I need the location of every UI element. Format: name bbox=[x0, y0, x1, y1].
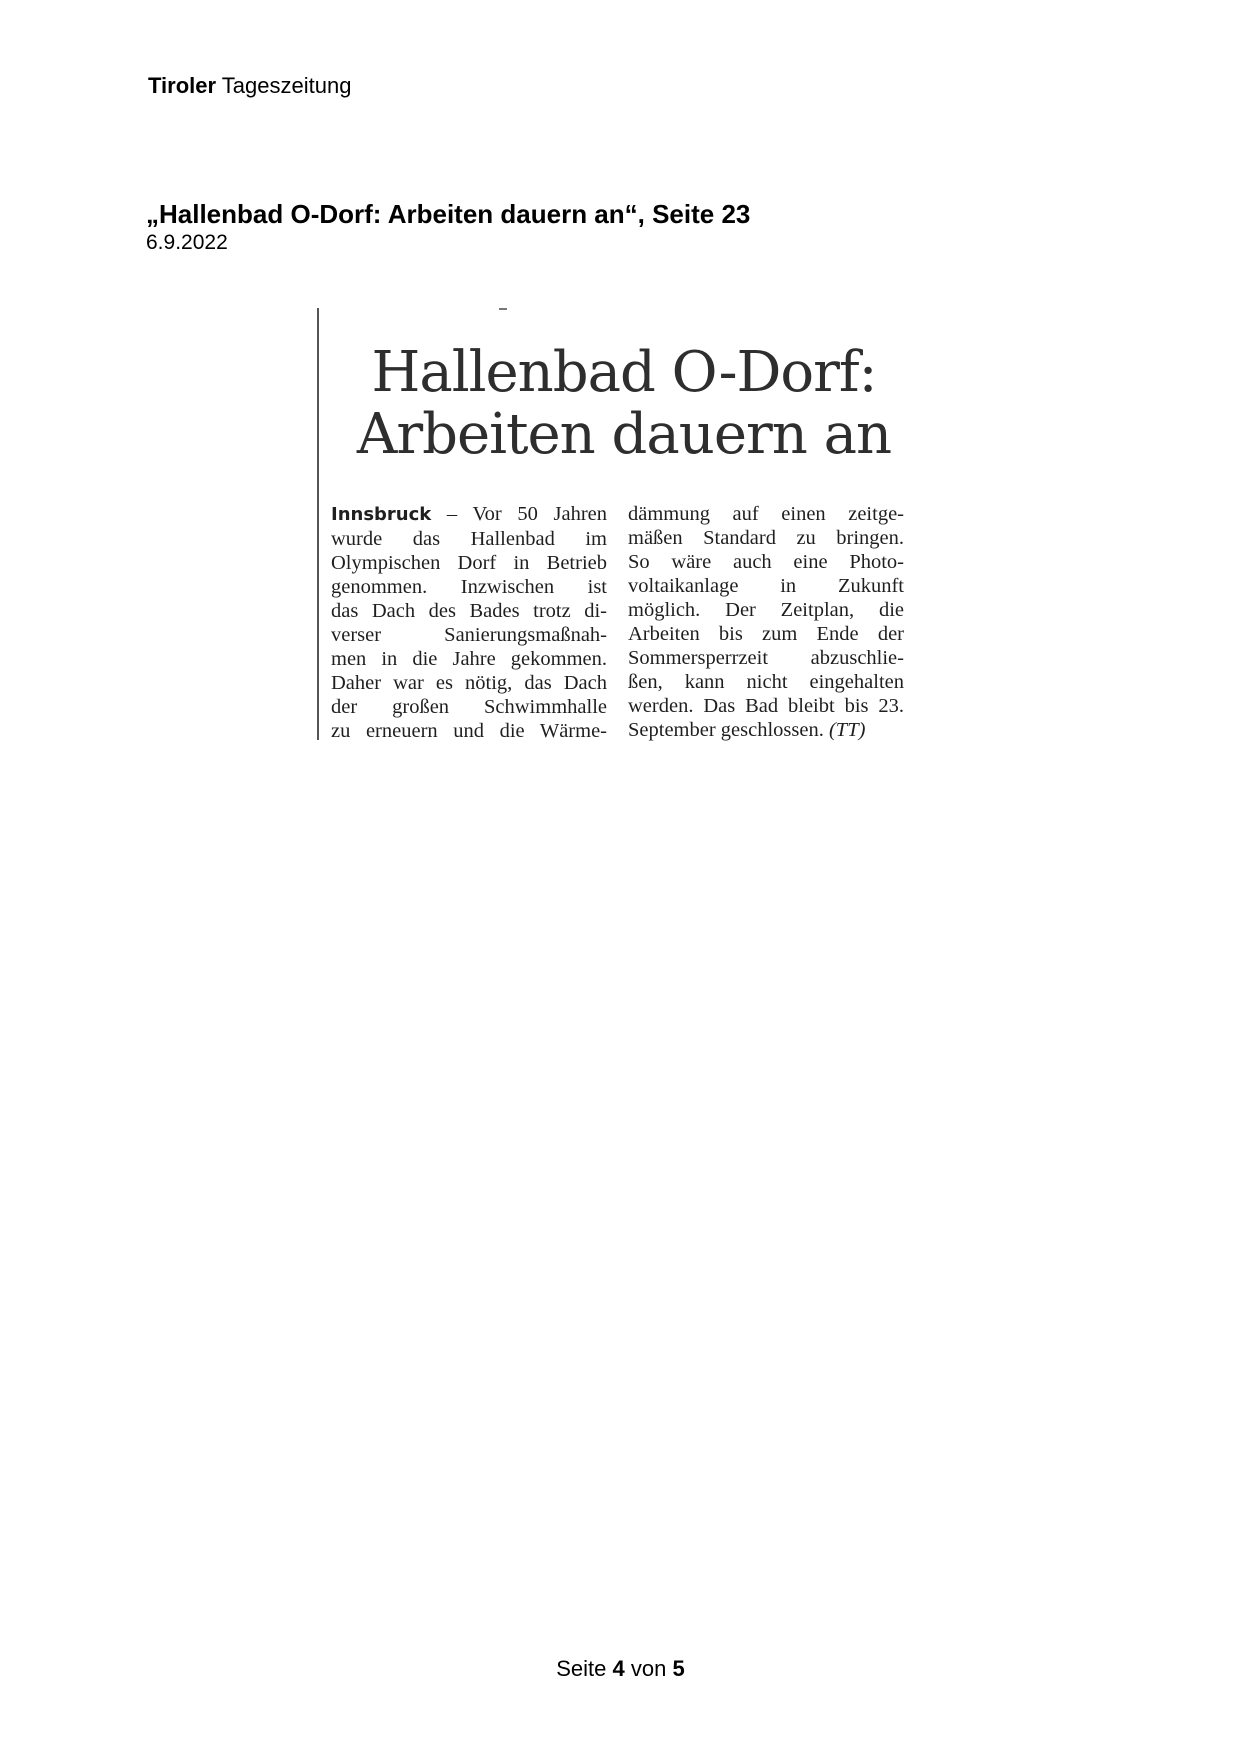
newspaper-clipping bbox=[317, 308, 919, 740]
body-line: So wäre auch eine Photo- bbox=[628, 551, 904, 573]
body-line: möglich. Der Zeitplan, die bbox=[628, 599, 904, 621]
body-line bbox=[331, 502, 607, 527]
body-line: das Dach des Bades trotz di- bbox=[331, 600, 607, 622]
body-line bbox=[628, 718, 904, 742]
body-line: Olympischen Dorf in Betrieb bbox=[331, 552, 607, 574]
body-line-text: September geschlossen. bbox=[628, 719, 829, 741]
article-column-2 bbox=[628, 502, 904, 742]
document-title: „Hallenbad O-Dorf: Arbeiten dauern an“, Seite 23 bbox=[146, 199, 751, 229]
body-line: wurde das Hallenbad im bbox=[331, 528, 607, 550]
body-line: der großen Schwimmhalle bbox=[331, 696, 607, 718]
body-line: men in die Jahre gekommen. bbox=[331, 648, 607, 670]
body-line: verser Sanierungsmaßnah- bbox=[331, 624, 607, 646]
body-line: genommen. Inzwischen ist bbox=[331, 576, 607, 598]
headline-line-1: Hallenbad O-Dorf: bbox=[371, 340, 877, 405]
article-headline bbox=[329, 342, 919, 466]
document-date: 6.9.2022 bbox=[146, 231, 228, 254]
publication-name-regular: Tageszeitung bbox=[221, 73, 352, 98]
body-line: ßen, kann nicht eingehalten bbox=[628, 671, 904, 693]
footer-page-total: 5 bbox=[672, 1656, 685, 1681]
body-line: dämmung auf einen zeitge- bbox=[628, 503, 904, 525]
body-line: Arbeiten bis zum Ende der bbox=[628, 623, 904, 645]
body-line: Sommersperrzeit abzuschlie- bbox=[628, 647, 904, 669]
body-line: werden. Das Bad bleibt bis 23. bbox=[628, 695, 904, 717]
publication-name-bold: Tiroler bbox=[148, 73, 217, 98]
body-line-text: – Vor 50 Jahren bbox=[431, 503, 607, 525]
publication-name bbox=[148, 72, 351, 100]
headline-line-2: Arbeiten dauern an bbox=[356, 402, 892, 467]
article-column-1 bbox=[331, 502, 607, 743]
footer-middle: von bbox=[630, 1656, 667, 1681]
article-credit: (TT) bbox=[828, 719, 866, 741]
body-line: voltaikanlage in Zukunft bbox=[628, 575, 904, 597]
article-dateline: Innsbruck bbox=[331, 504, 432, 525]
clipping-edge-mark bbox=[499, 308, 507, 310]
footer-page-number: 4 bbox=[612, 1656, 625, 1681]
body-line: zu erneuern und die Wärme- bbox=[331, 720, 607, 742]
body-line: Daher war es nötig, das Dach bbox=[331, 672, 607, 694]
body-line: mäßen Standard zu bringen. bbox=[628, 527, 904, 549]
page-footer bbox=[0, 1655, 1241, 1683]
footer-prefix: Seite bbox=[556, 1656, 607, 1681]
